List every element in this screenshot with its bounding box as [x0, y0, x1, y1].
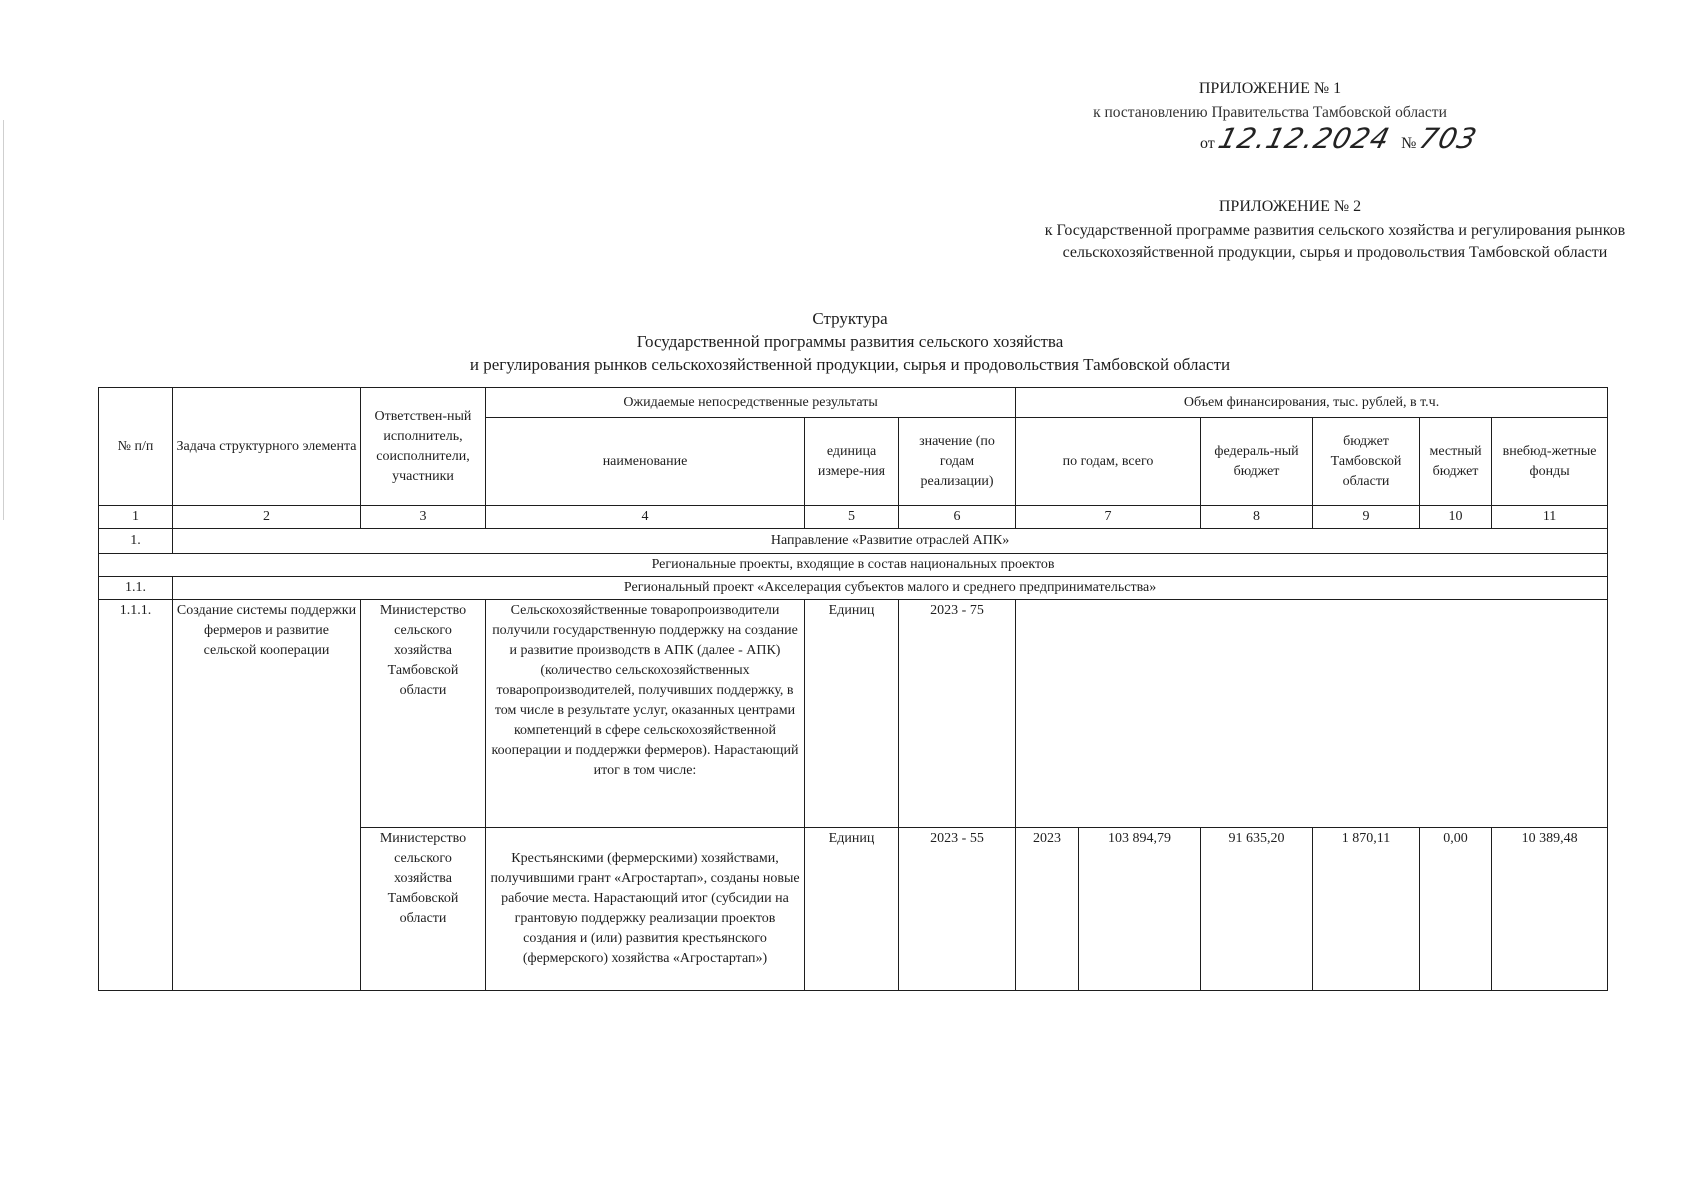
col-num: 1	[99, 506, 173, 529]
date-prefix: от	[1200, 135, 1215, 152]
project-num: 1.1.	[99, 577, 173, 600]
row-responsible: Министерство сельского хозяйства Тамбовской области	[361, 600, 486, 828]
project-row	[99, 577, 1608, 600]
appendix2-subtitle: к Государственной программе развития сельского хозяйства и регулирования рынков сельскохозяйственной продукции, сырья и продовольствия Тамбовской области	[1044, 222, 1626, 261]
row-responsible: Министерство сельского хозяйства Тамбовской области	[361, 828, 486, 991]
col-num: 3	[361, 506, 486, 529]
section-row	[99, 529, 1608, 554]
project-title: Региональный проект «Акселерация субъектов малого и среднего предпринимательства»	[173, 577, 1608, 600]
header-responsible: Ответствен-ный исполнитель, соисполнители, участники	[361, 388, 486, 506]
appendix1-date-line	[1200, 122, 1482, 155]
doc-title-line1: Структура	[812, 309, 888, 328]
section-num: 1.	[99, 529, 173, 554]
row-local: 0,00	[1420, 828, 1492, 991]
doc-title-line3: и регулирования рынков сельскохозяйственной продукции, сырья и продовольствия Тамбовской области	[469, 355, 1231, 374]
header-value: значение (по годам реализации)	[899, 418, 1016, 506]
row-task: Создание системы поддержки фермеров и развитие сельской кооперации	[173, 600, 361, 991]
row-financing-empty	[1016, 600, 1608, 828]
row-federal: 91 635,20	[1201, 828, 1313, 991]
structure-table	[98, 387, 1608, 991]
column-numbers-row	[99, 506, 1608, 529]
header-results: Ожидаемые непосредственные результаты	[486, 388, 1016, 418]
appendix1-title: ПРИЛОЖЕНИЕ № 1	[1198, 80, 1342, 97]
row-regional: 1 870,11	[1313, 828, 1420, 991]
col-num: 2	[173, 506, 361, 529]
regional-projects-title: Региональные проекты, входящие в состав национальных проектов	[99, 554, 1608, 577]
row-year: 2023	[1016, 828, 1079, 991]
col-num: 7	[1016, 506, 1201, 529]
row-result: Сельскохозяйственные товаропроизводители получили государственную поддержку на создание и развитие производств в АПК (далее - АПК) (количество сельскохозяйственных товаропроизводителей, получивших поддержку, в том числе в результате услуг, оказанных центрами компетенций в сфере сельскохозяйственной кооперации и поддержки фермеров). Нарастающий итог в том числе:	[486, 600, 805, 828]
row-unit: Единиц	[805, 828, 899, 991]
col-num: 6	[899, 506, 1016, 529]
appendix1-subtitle: к постановлению Правительства Тамбовской области	[1093, 104, 1447, 121]
col-num: 4	[486, 506, 805, 529]
row-num: 1.1.1.	[99, 600, 173, 991]
col-num: 8	[1201, 506, 1313, 529]
header-financing: Объем финансирования, тыс. рублей, в т.ч.	[1016, 388, 1608, 418]
doc-title-line2: Государственной программы развития сельского хозяйства	[636, 332, 1064, 351]
col-num: 9	[1313, 506, 1420, 529]
section-title: Направление «Развитие отраслей АПК»	[173, 529, 1608, 554]
row-value: 2023 - 55	[899, 828, 1016, 991]
col-num: 11	[1492, 506, 1608, 529]
header-unit: единица измере-ния	[805, 418, 899, 506]
row-value: 2023 - 75	[899, 600, 1016, 828]
header-offbudget: внебюд-жетные фонды	[1492, 418, 1608, 506]
appendix2-title: ПРИЛОЖЕНИЕ № 2	[1218, 198, 1362, 215]
number-prefix: №	[1401, 135, 1417, 152]
header-federal: федераль-ный бюджет	[1201, 418, 1313, 506]
header-local: местный бюджет	[1420, 418, 1492, 506]
row-total: 103 894,79	[1079, 828, 1201, 991]
header-by-years: по годам, всего	[1016, 418, 1201, 506]
col-num: 10	[1420, 506, 1492, 529]
row-offbudget: 10 389,48	[1492, 828, 1608, 991]
header-row-1	[99, 388, 1608, 418]
header-name: наименование	[486, 418, 805, 506]
col-num: 5	[805, 506, 899, 529]
header-num: № п/п	[99, 388, 173, 506]
header-regional: бюджет Тамбовской области	[1313, 418, 1420, 506]
row-result: Крестьянскими (фермерскими) хозяйствами, получившими грант «Агростартап», созданы новые рабочие места. Нарастающий итог (субсидии на грантовую поддержку реализации проектов создания и (или) развития крестьянского (фермерского) хозяйства «Агростартап»)	[486, 828, 805, 991]
handwritten-date: 12.12.2024	[1214, 122, 1394, 155]
table-row	[99, 600, 1608, 828]
row-unit: Единиц	[805, 600, 899, 828]
document-title	[400, 307, 1300, 376]
regional-projects-row	[99, 554, 1608, 577]
header-task: Задача структурного элемента	[173, 388, 361, 506]
scan-edge-mark	[3, 120, 4, 520]
handwritten-number: 703	[1416, 122, 1482, 155]
